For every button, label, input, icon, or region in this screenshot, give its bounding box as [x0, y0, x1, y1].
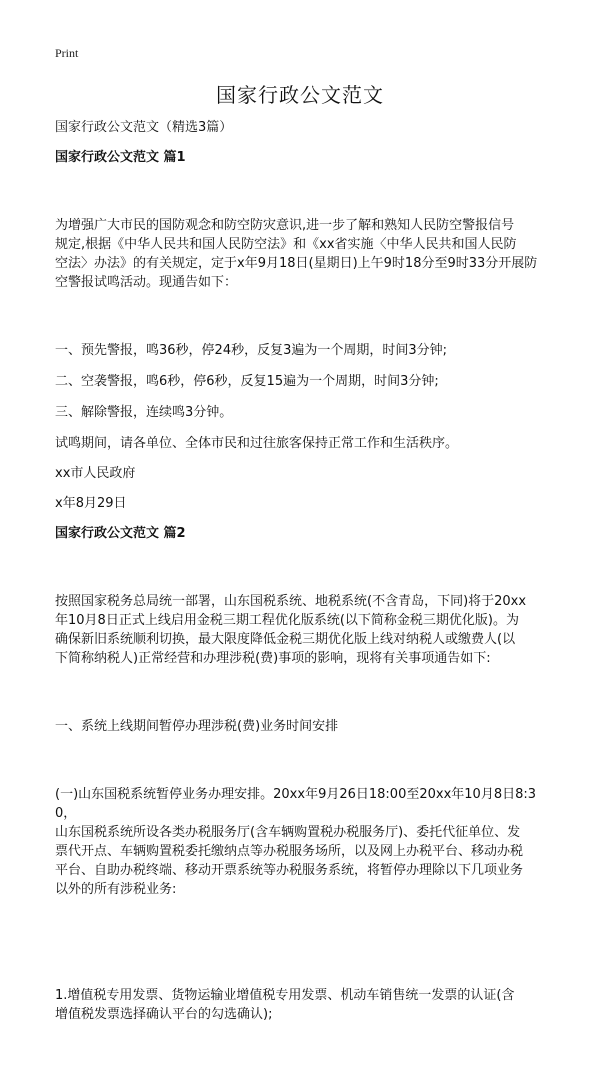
- text-line: 以外的所有涉税业务:: [55, 882, 177, 897]
- text-line: 确保新旧系统顺利切换，最大限度降低金税三期优化版上线对纳税人或缴费人(以: [55, 632, 516, 647]
- text-line: 年10月8日正式上线启用金税三期工程优化版系统(以下简称金税三期优化版)。为: [55, 613, 519, 628]
- issue-date: x年8月29日: [55, 496, 127, 511]
- text-line: 为增强广大市民的国防观念和防空防灾意识,进一步了解和熟知人民防空警报信号: [55, 218, 515, 233]
- article-1-heading: 国家行政公文范文 篇1: [55, 150, 186, 165]
- article-1-notice: 试鸣期间，请各单位、全体市民和过往旅客保持正常工作和生活秩序。: [55, 436, 459, 451]
- section-1-paragraph: [55, 747, 555, 937]
- alarm-item-air-raid: 二、空袭警报，鸣6秒，停6秒，反复15遍为一个周期，时间3分钟;: [55, 374, 439, 389]
- text-line: 规定,根据《中华人民共和国人民防空法》和《xx省实施〈中华人民共和国人民防: [55, 237, 517, 252]
- print-link[interactable]: Print: [55, 46, 79, 60]
- article-2-heading: 国家行政公文范文 篇2: [55, 526, 186, 541]
- text-line: 增值税发票选择确认平台的勾选确认);: [55, 1007, 273, 1022]
- text-line: 平台、自助办税终端、移动开票系统等办税服务系统，将暂停办理除以下几项业务: [55, 863, 524, 878]
- text-line: (一)山东国税系统暂停业务办理安排。20xx年9月26日18:00至20xx年10月8日8:30，: [55, 787, 537, 821]
- alarm-item-release: 三、解除警报，连续鸣3分钟。: [55, 405, 233, 420]
- document-subtitle: 国家行政公文范文（精选3篇）: [55, 120, 233, 135]
- page-title: 国家行政公文范文: [216, 83, 384, 107]
- text-line: 空法〉办法》的有关规定，定于x年9月18日(星期日)上午9时18分至9时33分开展防: [55, 256, 538, 271]
- article-1-intro: [55, 178, 555, 330]
- section-1-title: 一、系统上线期间暂停办理涉税(费)业务时间安排: [55, 719, 339, 734]
- text-line: 山东国税系统所设各类办税服务厅(含车辆购置税办税服务厅)、委托代征单位、发: [55, 825, 521, 840]
- text-line: 票代开点、车辆购置税委托缴纳点等办税服务场所，以及网上办税平台、移动办税: [55, 844, 524, 859]
- issuer: xx市人民政府: [55, 466, 136, 481]
- section-1-item-1: [55, 948, 555, 1062]
- alarm-item-warning: 一、预先警报，鸣36秒，停24秒，反复3遍为一个周期，时间3分钟;: [55, 343, 448, 358]
- document-body: [55, 118, 555, 1073]
- text-line: 按照国家税务总局统一部署，山东国税系统、地税系统(不含青岛，下同)将于20xx: [55, 594, 527, 609]
- text-line: 下简称纳税人)正常经营和办理涉税(费)事项的影响，现将有关事项通告如下:: [55, 651, 491, 666]
- text-line: 空警报试鸣活动。现通告如下：: [55, 275, 238, 290]
- article-2-intro: [55, 554, 555, 706]
- text-line: 1.增值税专用发票、货物运输业增值税专用发票、机动车销售统一发票的认证(含: [55, 988, 515, 1003]
